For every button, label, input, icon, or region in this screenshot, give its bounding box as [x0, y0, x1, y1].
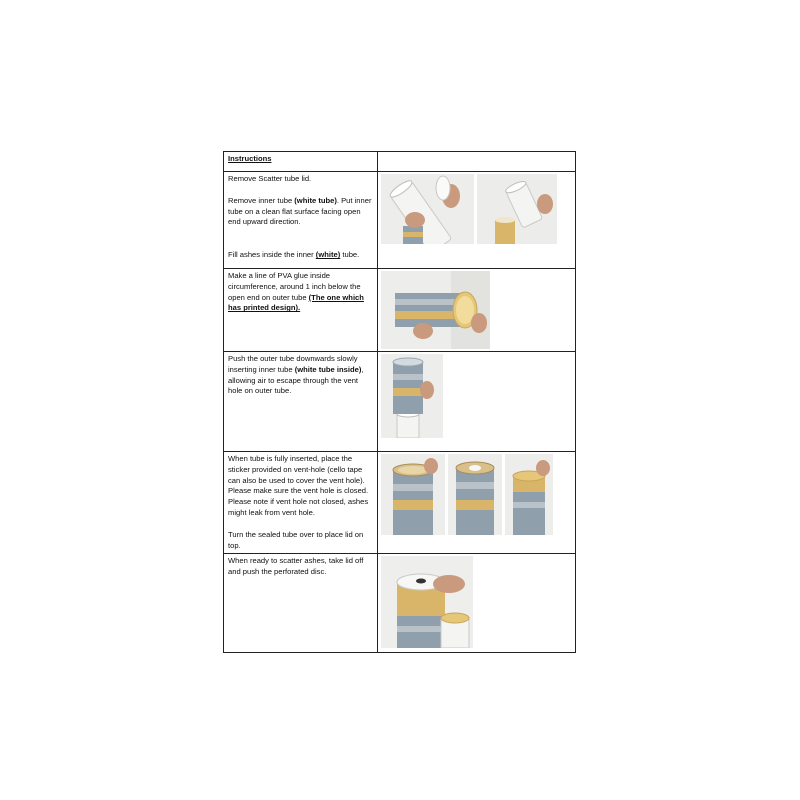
step-5-photos	[378, 554, 576, 653]
instructions-table	[223, 151, 576, 653]
step-1-text	[224, 172, 378, 269]
step-row-5	[224, 554, 576, 653]
step-4-line-2: Turn the sealed tube over to place lid on top.	[228, 529, 364, 550]
step-4-text	[224, 452, 378, 554]
photo-inner-tube-upright	[477, 174, 557, 244]
step-2-photos	[378, 269, 576, 352]
step-1-photos	[378, 172, 576, 269]
step-row-1	[224, 172, 576, 269]
step-5-text: When ready to scatter ashes, take lid off and push the perforated disc.	[224, 554, 378, 653]
photo-removing-inner-tube	[381, 174, 474, 244]
photo-placing-sticker	[381, 454, 445, 535]
step-row-4	[224, 452, 576, 554]
step-1-line-2: Remove inner tube (white tube). Put inner tube on a clean flat surface facing open end upward direction.	[228, 195, 372, 227]
instructions-heading: Instructions	[228, 154, 272, 163]
step-4-line-1: When tube is fully inserted, place the sticker provided on vent-hole (cello tape can also be used to cover the vent hole). Please make sure the vent hole is closed. Please note if vent hole not closed, ashes might leak from vent hole.	[228, 454, 369, 517]
header-empty-cell	[378, 152, 576, 172]
step-3-text: Push the outer tube downwards slowly inserting inner tube (white tube inside), allowing air to escape through the vent hole on outer tube.	[224, 352, 378, 452]
table-header-row	[224, 152, 576, 172]
step-3-photos	[378, 352, 576, 452]
photo-turning-tube-over	[505, 454, 553, 535]
photo-pushing-outer-tube	[381, 354, 443, 438]
header-cell	[224, 152, 378, 172]
step-4-photos	[378, 452, 576, 554]
step-1-line-3: Fill ashes inside the inner (white) tube.	[228, 250, 360, 260]
step-2-text: Make a line of PVA glue inside circumference, around 1 inch below the open end on outer tube (The one which has printed design).	[224, 269, 378, 352]
photo-sealed-vent-hole	[448, 454, 502, 535]
photo-applying-glue	[381, 271, 490, 349]
step-row-3	[224, 352, 576, 452]
step-row-2	[224, 269, 576, 352]
photo-pushing-perforated-disc	[381, 556, 473, 648]
step-1-line-1: Remove Scatter tube lid.	[228, 174, 312, 183]
